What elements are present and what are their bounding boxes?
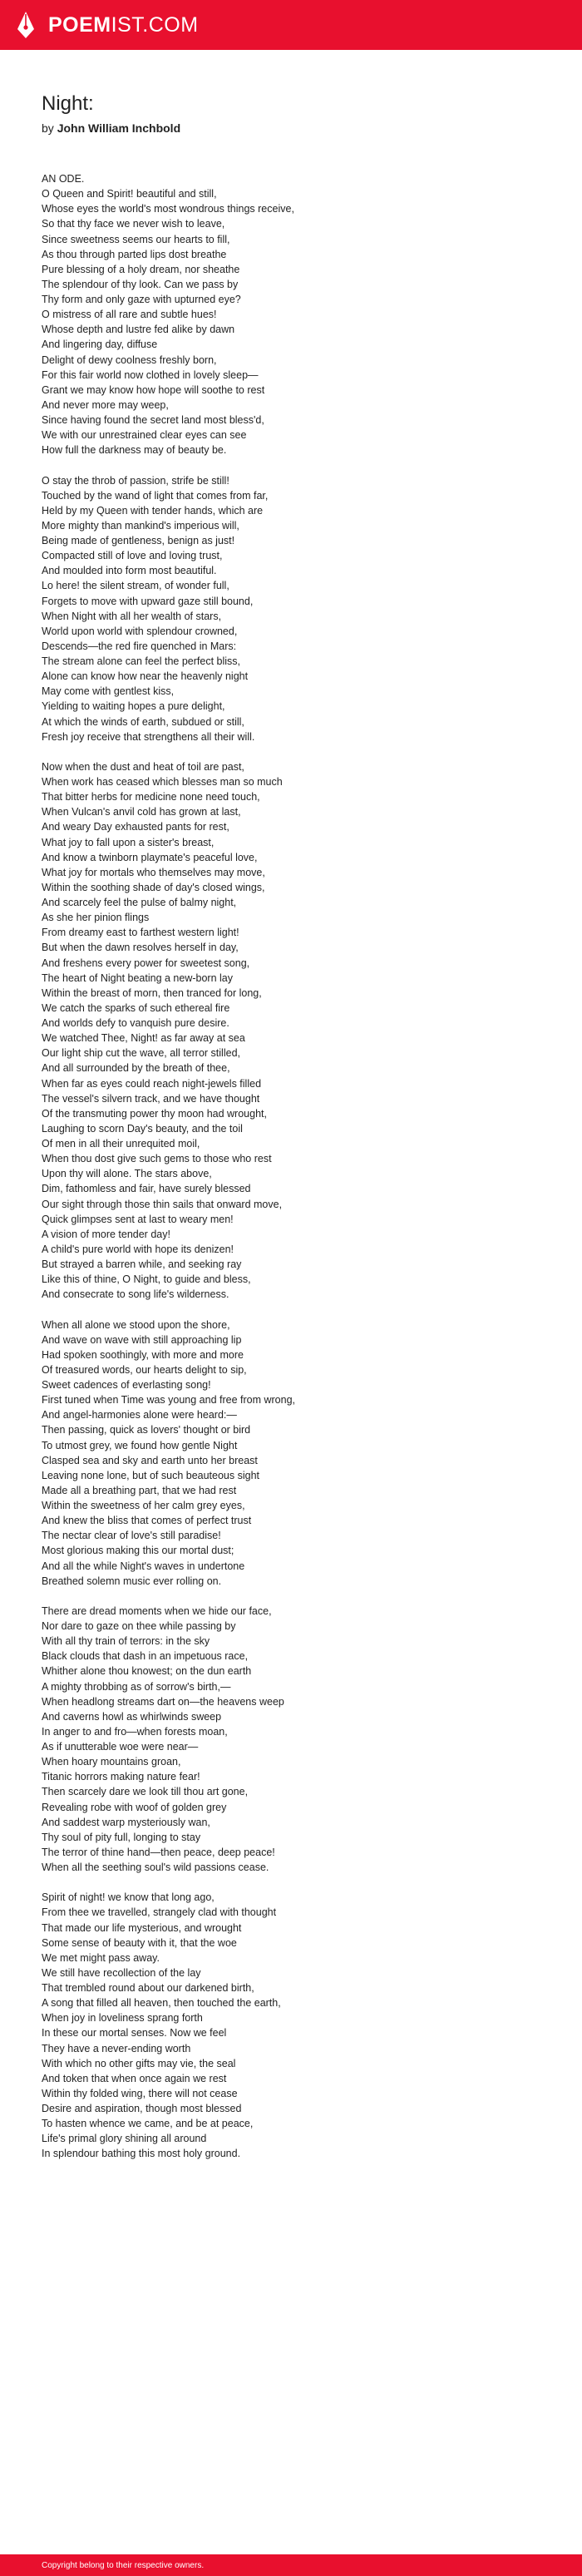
byline-prefix: by [42,121,54,135]
poem-content [42,91,540,2162]
site-footer [0,2554,582,2576]
site-header [0,0,582,50]
poem-title: Night: [42,92,94,115]
pen-nib-icon[interactable] [15,11,37,39]
copyright-text: Copyright belong to their respective owners. [42,2560,205,2570]
logo-thin: IST.COM [111,12,199,37]
logo-bold: POEM [48,12,111,37]
author-link[interactable]: John William Inchbold [57,121,181,135]
poem-byline [42,120,540,136]
site-logo-link[interactable] [48,13,199,37]
poem-text: AN ODE. O Queen and Spirit! beautiful and still, Whose eyes the world's most wondrous things receive, So that thy face we never wish to leave, Since sweetness seems our hearts to fill, As thou through parted lips dost breathe Pure blessing of a holy dream, nor sheathe The splendour of thy look. Can we pass by Thy form and only gaze with upturned eye? O mistress of all rare and subtle hues! Whose depth and lustre fed alike by dawn And lingering day, diffuse Delight of dewy coolness freshly born, For this fair world now clothed in lovely sleep— Grant we may know how hope will soothe to rest And never more may weep, Since having found the secret land most bless'd, We with our unrestrained clear eyes can see How full the darkness may of beauty be. O stay the throb of passion, strife be still! Touched by the wand of light that comes from far, Held by my Queen with tender hands, which are More mighty than mankind's imperious will, Being made of gentleness, benign as just! Compacted still of love and loving trust, And moulded into form most beautiful. Lo here! the silent stream, of wonder full, Forgets to move with upward gaze still bound, When Night with all her wealth of stars, World upon world with splendour crowned, Descends—the red fire quenched in Mars: The stream alone can feel the perfect bliss, Alone can know how near the heavenly night May come with gentlest kiss, Yielding to waiting hopes a pure delight, At which the winds of earth, subdued or still, Fresh joy receive that strengthens all their will. Now when the dust and heat of toil are past, When work has ceased which blesses man so much That bitter herbs for medicine none need touch, When Vulcan's anvil cold has grown at last, And weary Day exhausted pants for rest, What joy to fall upon a sister's breast, And know a twinborn playmate's peaceful love, What joy for mortals who themselves may move, Within the soothing shade of day's closed wings, And scarcely feel the pulse of balmy night, As she her pinion flings From dreamy east to farthest western light! But when the dawn resolves herself in day, And freshens every power for sweetest song, The heart of Night beating a new-born lay Within the breast of morn, then tranced for long, We catch the sparks of such ethereal fire And worlds defy to vanquish pure desire. We watched Thee, Night! as far away at sea Our light ship cut the wave, all terror stilled, And all surrounded by the breath of thee, When far as eyes could reach night-jewels filled The vessel's silvern track, and we have thought Of the transmuting power thy moon had wrought, Laughing to scorn Day's beauty, and the toil Of men in all their unrequited moil, When thou dost give such gems to those who rest Upon thy will alone. The stars above, Dim, fathomless and fair, have surely blessed Our sight through those thin sails that onward move, Quick glimpses sent at last to weary men! A vision of more tender day! A child's pure world with hope its denizen! But strayed a barren while, and seeking ray Like this of thine, O Night, to guide and bless, And consecrate to song life's wilderness. When all alone we stood upon the shore, And wave on wave with still approaching lip Had spoken soothingly, with more and more Of treasured words, our hearts delight to sip, Sweet cadences of everlasting song! First tuned when Time was young and free from wrong, And angel-harmonies alone were heard:— Then passing, quick as lovers' thought or bird To utmost grey, we found how gentle Night Clasped sea and sky and earth unto her breast Leaving none lone, but of such beauteous sight Made all a breathing part, that we had rest Within the sweetness of her calm grey eyes, And knew the bliss that comes of perfect trust The nectar clear of love's still paradise! Most glorious making this our mortal dust; And all the while Night's waves in undertone Breathed solemn music ever rolling on. There are dread moments when we hide our face, Nor dare to gaze on thee while passing by With all thy train of terrors: in the sky Black clouds that dash in an impetuous race, Whither alone thou knowest; on the dun earth A mighty throbbing as of sorrow's birth,— When headlong streams dart on—the heavens weep And caverns howl as whirlwinds sweep In anger to and fro—when forests moan, As if unutterable woe were near— When hoary mountains groan, Titanic horrors making nature fear! Then scarcely dare we look till thou art gone, Revealing robe with woof of golden grey And saddest warp mysteriously wan, Thy soul of pity full, longing to stay The terror of thine hand—then peace, deep peace! When all the seething soul's wild passions cease. Spirit of night! we know that long ago, From thee we travelled, strangely clad with thought That made our life mysterious, and wrought Some sense of beauty with it, that the woe We met might pass away. We still have recollection of the lay That trembled round about our darkened birth, A song that filled all heaven, then touched the earth, When joy in loveliness sprang forth In these our mortal senses. Now we feel They have a never-ending worth With which no other gifts may vie, the seal And token that when once again we rest Within thy folded wing, there will not cease Desire and aspiration, though most blessed To hasten whence we came, and be at peace, Life's primal glory shining all around In splendour bathing this most holy ground. [42,173,296,2160]
